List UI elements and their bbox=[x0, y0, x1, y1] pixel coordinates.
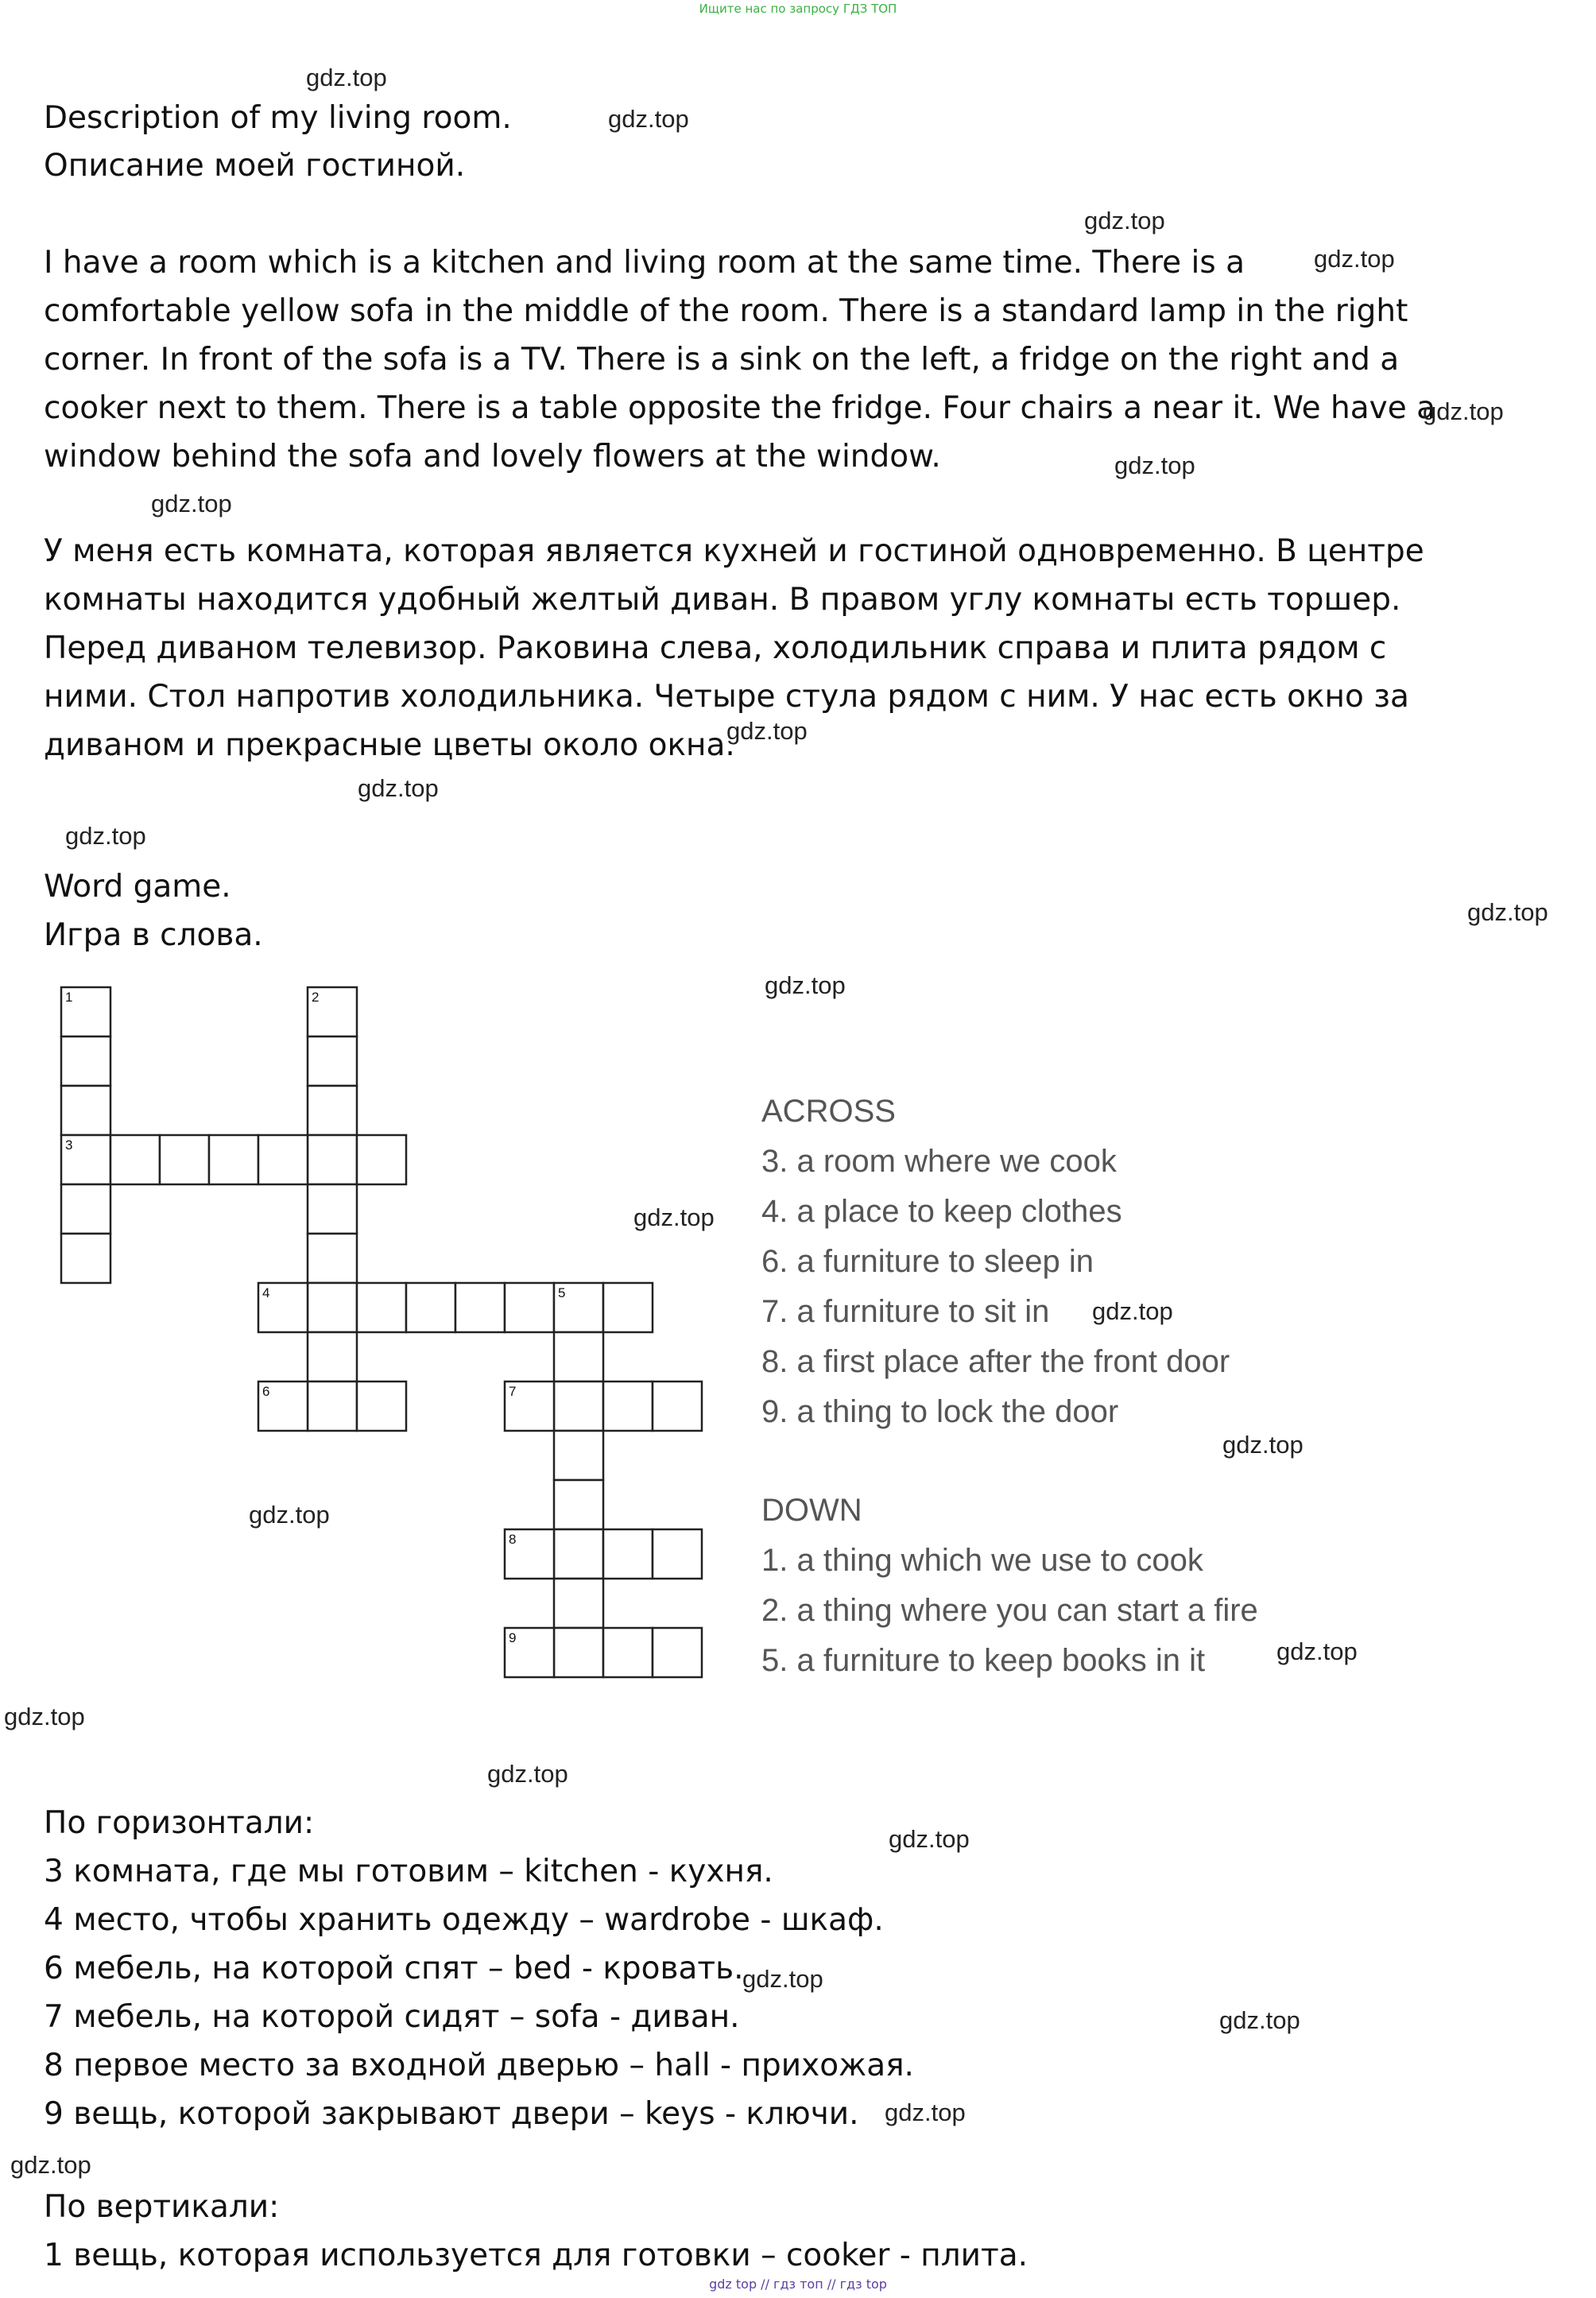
crossword-cell bbox=[603, 1382, 653, 1431]
answer-line: 3 комната, где мы готовим – kitchen - кухня. bbox=[44, 1854, 773, 1889]
watermark: gdz.top bbox=[358, 774, 439, 802]
answer-line: 6 мебель, на которой спят – bed - кровать. bbox=[44, 1951, 744, 1986]
answer-line: 8 первое место за входной дверью – hall - прихожая. bbox=[44, 2048, 914, 2083]
down-title: DOWN bbox=[761, 1493, 862, 1528]
watermark: gdz.top bbox=[1084, 207, 1165, 234]
across-clues bbox=[761, 1087, 1230, 1437]
paragraph-line: У меня есть комната, которая является кухней и гостиной одновременно. В центре bbox=[44, 533, 1424, 569]
crossword-cell bbox=[258, 1135, 308, 1184]
watermark: gdz.top bbox=[885, 2098, 966, 2126]
watermark: gdz.top bbox=[1314, 245, 1395, 273]
watermark: gdz.top bbox=[65, 822, 146, 850]
crossword-cell bbox=[554, 1579, 603, 1628]
crossword-cell bbox=[357, 1135, 406, 1184]
down-clue: 1. a thing which we use to cook bbox=[761, 1543, 1203, 1578]
crossword-cell bbox=[308, 1184, 357, 1234]
answer-line: 7 мебель, на которой сидят – sofa - диван. bbox=[44, 1999, 740, 2035]
watermark: gdz.top bbox=[1092, 1297, 1173, 1325]
crossword-cell bbox=[554, 1382, 603, 1431]
crossword-cell bbox=[160, 1135, 209, 1184]
crossword-cell bbox=[554, 1332, 603, 1382]
watermark: gdz.top bbox=[1219, 2006, 1300, 2034]
answer-line: 4 место, чтобы хранить одежду – wardrobe - шкаф. bbox=[44, 1902, 884, 1938]
watermark: gdz.top bbox=[633, 1203, 715, 1231]
watermark: gdz.top bbox=[1276, 1637, 1358, 1665]
across-title: ACROSS bbox=[761, 1094, 896, 1129]
watermark: gdz.top bbox=[1222, 1431, 1304, 1459]
crossword-cell bbox=[406, 1283, 455, 1332]
watermark: gdz.top bbox=[1114, 451, 1195, 479]
watermark: gdz.top bbox=[1423, 397, 1504, 425]
crossword-cell bbox=[308, 1283, 357, 1332]
crossword-cell bbox=[61, 1037, 110, 1086]
down-clue: 2. a thing where you can start a fire bbox=[761, 1593, 1258, 1628]
watermark: gdz.top bbox=[10, 2151, 91, 2179]
answers-down-title: По вертикали: bbox=[44, 2189, 280, 2225]
crossword-cell bbox=[603, 1529, 653, 1579]
watermark: gdz.top bbox=[742, 1965, 823, 1993]
watermark: gdz.top bbox=[151, 490, 232, 517]
crossword-number: 5 bbox=[558, 1285, 566, 1300]
crossword-cell bbox=[505, 1283, 554, 1332]
answer-line: 1 вещь, которая используется для готовки – cooker - плита. bbox=[44, 2238, 1028, 2273]
crossword-cell bbox=[308, 1382, 357, 1431]
crossword-cell bbox=[357, 1283, 406, 1332]
crossword-cell bbox=[603, 1283, 653, 1332]
crossword-cell bbox=[61, 1234, 110, 1283]
crossword-cell bbox=[554, 1529, 603, 1579]
paragraph-line: window behind the sofa and lovely flowers at the window. bbox=[44, 439, 941, 475]
watermark: gdz.top bbox=[4, 1703, 85, 1730]
paragraph-line: Перед диваном телевизор. Раковина слева, холодильник справа и плита рядом с bbox=[44, 630, 1387, 666]
description-title-en: Description of my living room. bbox=[44, 100, 512, 136]
crossword-cell bbox=[61, 1184, 110, 1234]
crossword-cell bbox=[110, 1135, 160, 1184]
crossword-cell bbox=[455, 1283, 505, 1332]
paragraph-line: ними. Стол напротив холодильника. Четыре стула рядом с ним. У нас есть окно за bbox=[44, 679, 1409, 715]
crossword-number: 7 bbox=[509, 1384, 517, 1399]
watermark: gdz.top bbox=[726, 717, 808, 745]
crossword-cell bbox=[308, 1332, 357, 1382]
answers-across-title: По горизонтали: bbox=[44, 1805, 315, 1841]
crossword-cell bbox=[308, 1037, 357, 1086]
crossword-cell bbox=[653, 1382, 702, 1431]
crossword-cell bbox=[209, 1135, 258, 1184]
crossword-cell bbox=[308, 1234, 357, 1283]
answers-down bbox=[44, 2183, 1411, 2280]
crossword-cell bbox=[357, 1382, 406, 1431]
crossword-cell bbox=[603, 1628, 653, 1677]
watermark: gdz.top bbox=[1467, 898, 1548, 926]
bottom-footer: gdz top // гдз топ // гдз top bbox=[709, 2277, 887, 2292]
across-clue: 3. a room where we cook bbox=[761, 1144, 1117, 1179]
watermark: gdz.top bbox=[306, 64, 387, 91]
crossword-number: 1 bbox=[65, 990, 73, 1005]
across-clue: 6. a furniture to sleep in bbox=[761, 1244, 1094, 1279]
paragraph-line: комнаты находится удобный желтый диван. В правом углу комнаты есть торшер. bbox=[44, 582, 1401, 618]
down-clues bbox=[761, 1486, 1258, 1686]
across-clue: 4. a place to keep clothes bbox=[761, 1194, 1122, 1229]
crossword-number: 6 bbox=[262, 1384, 270, 1399]
down-clue: 5. a furniture to keep books in it bbox=[761, 1643, 1206, 1678]
watermark: gdz.top bbox=[608, 105, 689, 133]
across-clue: 8. a first place after the front door bbox=[761, 1344, 1230, 1379]
crossword-number: 9 bbox=[509, 1630, 517, 1645]
description-title-ru: Описание моей гостиной. bbox=[44, 148, 466, 184]
paragraph-line: comfortable yellow sofa in the middle of the room. There is a standard lamp in the right bbox=[44, 293, 1408, 329]
paragraph-line: I have a room which is a kitchen and living room at the same time. There is a bbox=[44, 245, 1245, 281]
watermark: gdz.top bbox=[889, 1825, 970, 1853]
crossword-cell bbox=[554, 1480, 603, 1529]
crossword-cell bbox=[308, 1086, 357, 1135]
crossword-cell bbox=[554, 1628, 603, 1677]
crossword-cell bbox=[554, 1431, 603, 1480]
word-game-title-ru: Игра в слова. bbox=[44, 917, 263, 953]
crossword-cell bbox=[653, 1628, 702, 1677]
crossword-grid bbox=[0, 0, 715, 1701]
top-banner: Ищите нас по запросу ГДЗ ТОП bbox=[699, 2, 897, 16]
paragraph-line: corner. In front of the sofa is a TV. There is a sink on the left, a fridge on the right and a bbox=[44, 342, 1400, 378]
across-clue: 7. a furniture to sit in bbox=[761, 1294, 1050, 1329]
crossword-number: 4 bbox=[262, 1285, 270, 1300]
watermark: gdz.top bbox=[249, 1501, 330, 1529]
crossword-number: 8 bbox=[509, 1532, 517, 1547]
answer-line: 9 вещь, которой закрывают двери – keys - ключи. bbox=[44, 2096, 859, 2132]
paragraph-line: cooker next to them. There is a table opposite the fridge. Four chairs a near it. We have a bbox=[44, 390, 1436, 426]
crossword-number: 2 bbox=[312, 990, 320, 1005]
paragraph-line: диваном и прекрасные цветы около окна. bbox=[44, 727, 735, 763]
watermark: gdz.top bbox=[765, 971, 846, 999]
crossword-cell bbox=[308, 1135, 357, 1184]
watermark: gdz.top bbox=[487, 1760, 568, 1788]
crossword-cell bbox=[653, 1529, 702, 1579]
word-game-title-en: Word game. bbox=[44, 869, 231, 905]
answers-across bbox=[44, 1799, 1411, 2138]
crossword-number: 3 bbox=[65, 1137, 73, 1153]
crossword-cell bbox=[61, 1086, 110, 1135]
across-clue: 9. a thing to lock the door bbox=[761, 1394, 1119, 1429]
